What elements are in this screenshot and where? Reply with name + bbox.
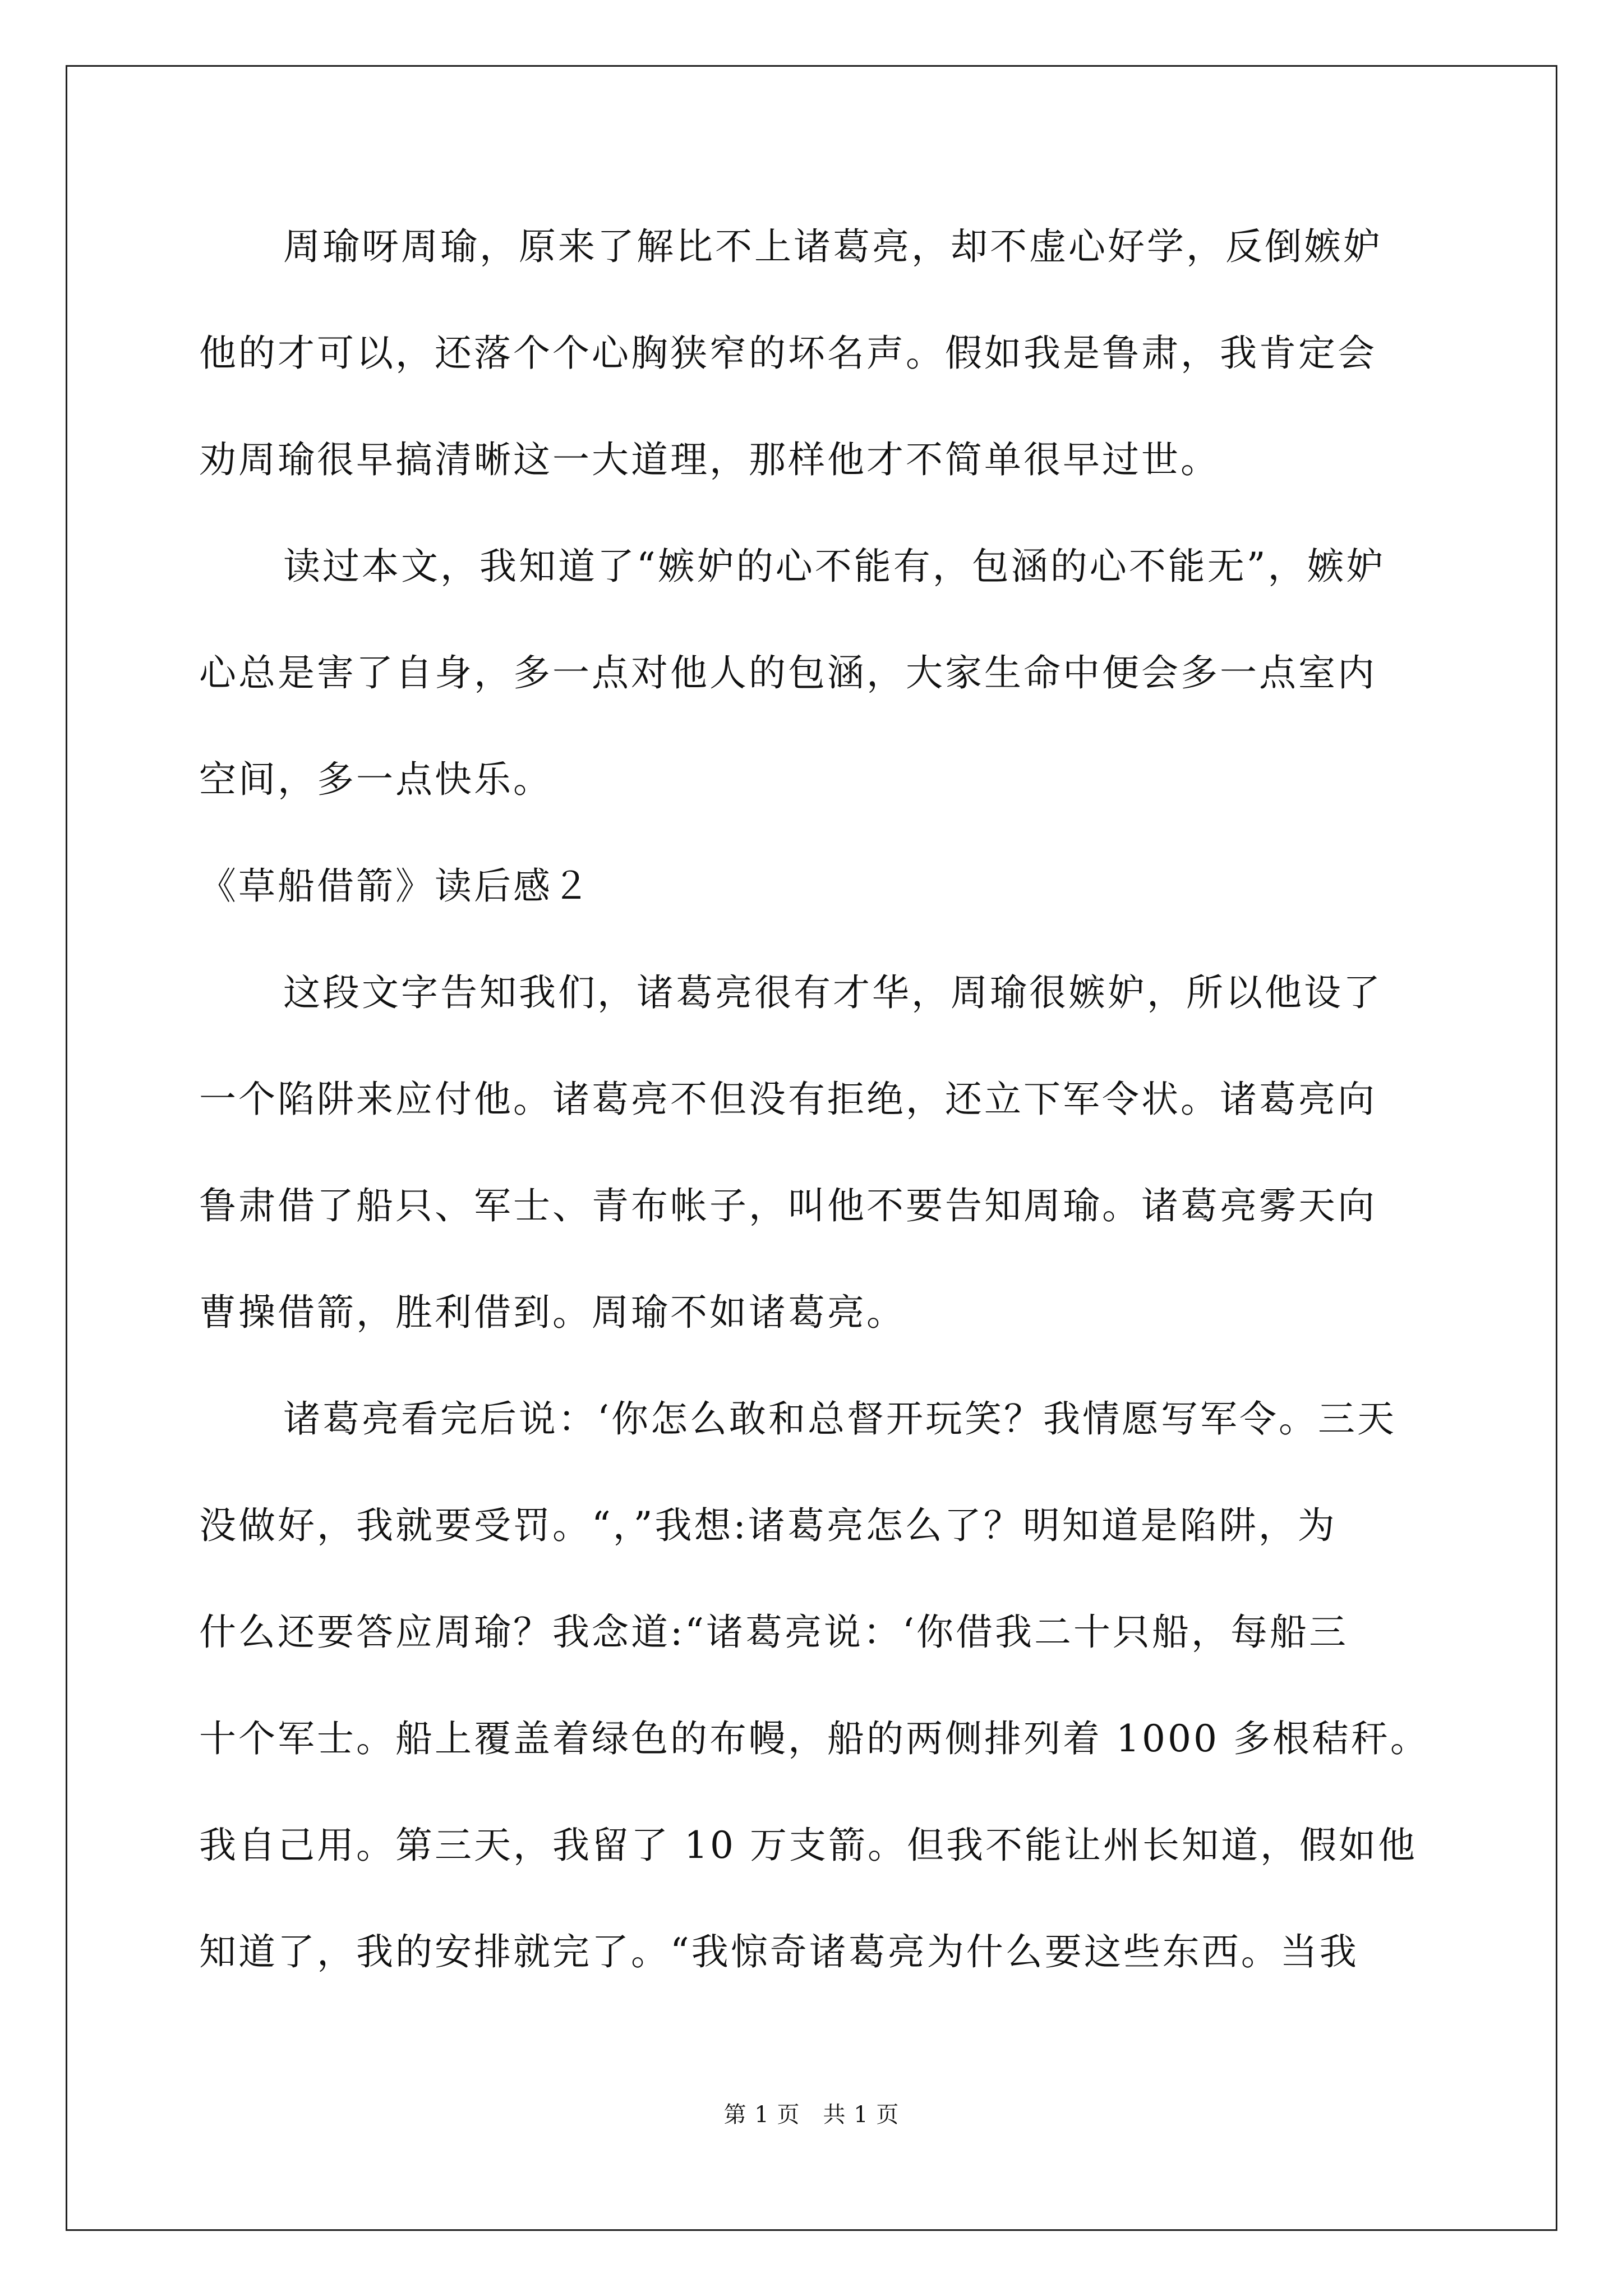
paragraph-4-line-3: 什么还要答应周瑜？我念道:“诸葛亮说：‘你借我二十只船，每船三 bbox=[199, 1611, 1348, 1654]
page-number-footer: 第 1 页 共 1 页 bbox=[723, 2102, 900, 2128]
paragraph-2-line-1: 读过本文，我知道了“嫉妒的心不能有，包涵的心不能无”，嫉妒 bbox=[283, 545, 1386, 588]
paragraph-3-line-4: 曹操借箭，胜利借到。周瑜不如诸葛亮。 bbox=[199, 1291, 906, 1334]
paragraph-4-line-4: 十个军士。船上覆盖着绿色的布幔，船的两侧排列着 1000 多根秸秆。 bbox=[199, 1717, 1430, 1760]
section-heading: 《草船借箭》读后感２ bbox=[199, 864, 592, 908]
paragraph-2-line-2: 心总是害了自身，多一点对他人的包涵，大家生命中便会多一点室内 bbox=[199, 651, 1377, 694]
paragraph-3-line-3: 鲁肃借了船只、军士、青布帐子，叫他不要告知周瑜。诸葛亮雾天向 bbox=[199, 1184, 1377, 1227]
paragraph-2-line-3: 空间，多一点快乐。 bbox=[199, 758, 552, 801]
paragraph-4-line-5: 我自己用。第三天，我留了 10 万支箭。但我不能让州长知道，假如他 bbox=[199, 1824, 1417, 1867]
page-border bbox=[66, 65, 1557, 2231]
paragraph-4-line-6: 知道了，我的安排就完了。“我惊奇诸葛亮为什么要这些东西。当我 bbox=[199, 1930, 1359, 1973]
paragraph-1-line-2: 他的才可以，还落个个心胸狭窄的坏名声。假如我是鲁肃，我肯定会 bbox=[199, 332, 1377, 375]
paragraph-3-line-2: 一个陷阱来应付他。诸葛亮不但没有拒绝，还立下军令状。诸葛亮向 bbox=[199, 1078, 1377, 1121]
paragraph-4-line-1: 诸葛亮看完后说：‘你怎么敢和总督开玩笑？我情愿写军令。三天 bbox=[283, 1397, 1396, 1441]
paragraph-1-line-1: 周瑜呀周瑜，原来了解比不上诸葛亮，却不虚心好学，反倒嫉妒 bbox=[283, 225, 1382, 268]
paragraph-1-line-3: 劝周瑜很早搞清晰这一大道理，那样他才不简单很早过世。 bbox=[199, 438, 1220, 481]
paragraph-3-line-1: 这段文字告知我们，诸葛亮很有才华，周瑜很嫉妒，所以他设了 bbox=[283, 971, 1382, 1014]
paragraph-4-line-2: 没做好，我就要受罚。“，”我想:诸葛亮怎么了？明知道是陷阱，为 bbox=[199, 1504, 1337, 1547]
